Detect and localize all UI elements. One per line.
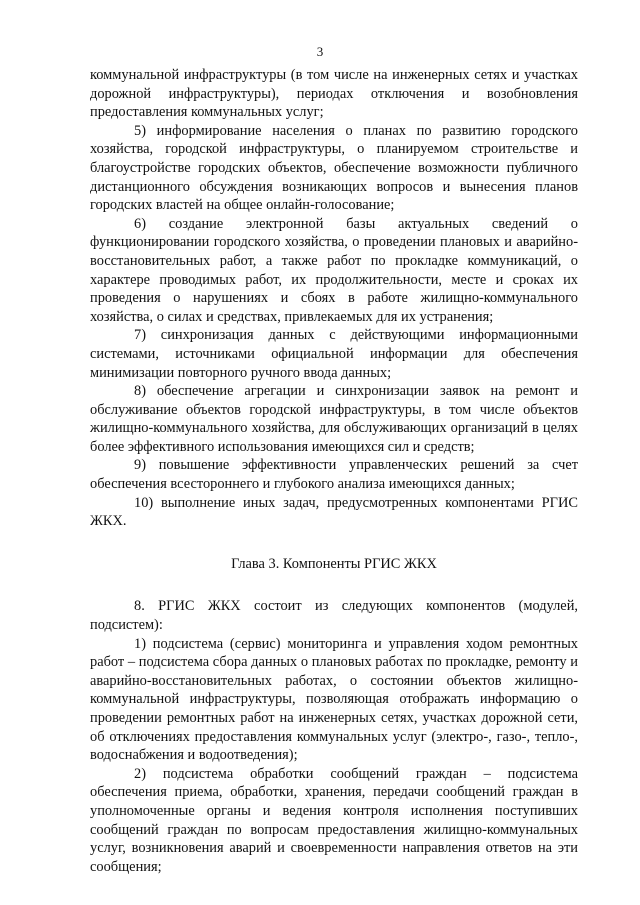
paragraph-item-8: 8) обеспечение агрегации и синхронизации заявок на ремонт и обслуживание объектов городской инфраструктуры, в том числе объектов жилищно-коммунального хозяйства, для обслуживающих организаций в целях более эффективного использования имеющихся сил и средств; xyxy=(90,383,578,455)
paragraph-item-9: 9) повышение эффективности управленческих решений за счет обеспечения всестороннего и глубокого анализа имеющихся данных; xyxy=(90,457,578,493)
chapter-heading: Глава 3. Компоненты РГИС ЖКХ xyxy=(231,555,437,572)
paragraph-subitem-2: 2) подсистема обработки сообщений граждан – подсистема обеспечения приема, обработки, хранения, передачи сообщений граждан в уполномоченные органы и ведения контроля исполнения поступивших сообщений граждан по вопросам предоставления жилищно-коммунальных услуг, возникновения аварий и своевременности направления ответов на эти сообщения; xyxy=(90,765,578,875)
paragraph-item-7: 7) синхронизация данных с действующими информационными системами, источниками официальной информации для обеспечения минимизации повторного ручного ввода данных; xyxy=(90,327,578,381)
paragraph-clause-8: 8. РГИС ЖКХ состоит из следующих компонентов (модулей, подсистем): xyxy=(90,598,578,634)
paragraph-item-10: 10) выполнение иных задач, предусмотренных компонентами РГИС ЖКХ. xyxy=(90,494,578,530)
paragraph-subitem-1: 1) подсистема (сервис) мониторинга и управления ходом ремонтных работ – подсистема сбора данных о плановых работах по прокладке, ремонту и аварийно-восстановительных работах, о состоянии объектов жилищно-коммунальной инфраструктуры, позволяющая отображать информацию о проведении ремонтных работ на инженерных сетях, участках дорожной сети, об отключениях предоставления коммунальных услуг (электро-, газо-, тепло-, водоснабжения и водоотведения); xyxy=(90,635,578,764)
paragraph-item-6: 6) создание электронной базы актуальных сведений о функционировании городского хозяйства, о проведении плановых и аварийно-восстановительных работ, а также работ по прокладке коммуникаций, о характере проводимых работ, их продолжительности, месте и сроках их проведения о нарушениях и сбоях в работе жилищно-коммунального хозяйства, о силах и средствах, привлекаемых для их устранения; xyxy=(90,215,578,325)
page-number: 3 xyxy=(316,44,324,59)
paragraph-item-5: 5) информирование населения о планах по развитию городского хозяйства, городской инфраструктуры, о планируемом строительстве и благоустройстве городских объектов, обеспечение возможности публичного дистанционного обсуждения возникающих вопросов и вынесения планов городских властей на общее онлайн-голосование; xyxy=(90,122,578,214)
document-body xyxy=(90,66,578,876)
paragraph-continuation: коммунальной инфраструктуры (в том числе на инженерных сетях и участках дорожной инфраструктуры), периодах отключения и возобновления предоставления коммунальных услуг; xyxy=(90,67,578,121)
